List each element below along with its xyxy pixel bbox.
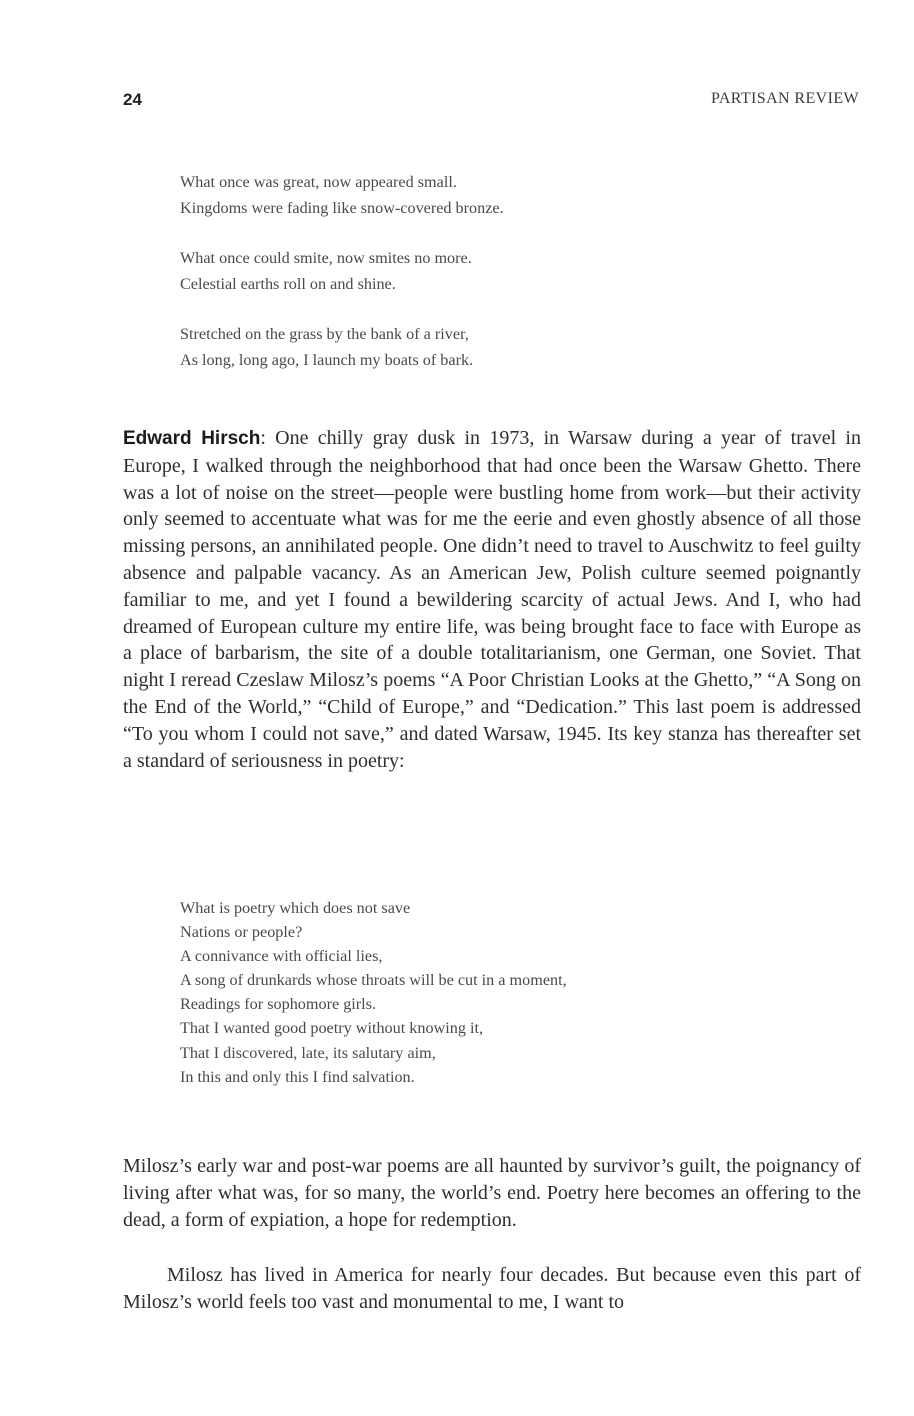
- paragraph-intro: Edward Hirsch: One chilly gray dusk in 1973, in Warsaw during a year of travel in Europe, I walked through the neighborhood that had once been the Warsaw Ghetto. There was a lot of noise on the street—people were bustling home from work—but their activity only seemed to accentuate what was for me the eerie and even ghostly absence of all those missing persons, an annihilated people. One didn’t need to travel to Auschwitz to feel guilty absence and palpable vacancy. As an American Jew, Polish culture seemed poignantly familiar to me, and yet I found a bewildering scarcity of actual Jews. And I, who had dreamed of European culture my entire life, was being brought face to face with Europe as a place of barbarism, the site of a double totalitarianism, one German, one Soviet. That night I reread Czeslaw Milosz’s poems “A Poor Christian Looks at the Ghetto,” “A Song on the End of the World,” “Child of Europe,” and “Dedication.” This last poem is addressed “To you whom I could not save,” and dated Warsaw, 1945. Its key stanza has thereafter set a standard of seriousness in poetry:: [123, 427, 861, 772]
- quote-line: A connivance with official lies,: [180, 947, 383, 966]
- paragraph-text: One chilly gray dusk in 1973, in Warsaw during a year of travel in Europe, I walked through the neighborhood that had once been the Warsaw Ghetto. There was a lot of noise on the street—people were bustling home from work—but their activity only seemed to accentuate what was for me the eerie and even ghostly absence of all those missing persons, an annihilated people. One didn’t need to travel to Auschwitz to feel guilty absence and palpable vacancy. As an American Jew, Polish culture seemed poignantly familiar to me, and yet I found a bewildering scarcity of actual Jews. And I, who had dreamed of European culture my entire life, was being brought face to face with Europe as a place of barbarism, the site of a double totalitarianism, one German, one Soviet. That night I reread Czeslaw Milosz’s poems “A Poor Christian Looks at the Ghetto,” “A Song on the End of the World,” “Child of Europe,” and “Dedication.” This last poem is addressed “To you whom I could not save,” and dated Warsaw, 1945. Its key stanza has thereafter set a standard of seriousness in poetry:: [123, 427, 861, 772]
- poem-line: Celestial earths roll on and shine.: [180, 274, 396, 293]
- speaker-name: Edward Hirsch: [123, 428, 261, 449]
- quote-line: Nations or people?: [180, 923, 303, 942]
- paragraph-america: Milosz has lived in America for nearly four decades. But because even this part of Milosz’s world feels too vast and monumental to me, I want to: [123, 1264, 861, 1313]
- running-header: PARTISAN REVIEW: [710, 90, 859, 107]
- paragraph-survivor-guilt: Milosz’s early war and post-war poems are all haunted by survivor’s guilt, the poignancy of living after what was, for so many, the world’s end. Poetry here becomes an offering to the dead, a form of expiation, a hope for redemption.: [123, 1155, 861, 1231]
- page-number: 24: [123, 90, 142, 109]
- poem-line: What once was great, now appeared small.: [180, 173, 457, 191]
- quote-line: That I wanted good poetry without knowing it,: [180, 1019, 484, 1038]
- poem-stanza: [180, 246, 472, 297]
- poem-stanza: [180, 170, 504, 221]
- poem-line: Stretched on the grass by the bank of a river,: [180, 325, 469, 343]
- quoted-stanza: [180, 896, 567, 1089]
- poem-line: As long, long ago, I launch my boats of bark.: [180, 350, 474, 369]
- poem-line: Kingdoms were fading like snow-covered bronze.: [180, 198, 504, 217]
- poem-stanza: [180, 322, 473, 373]
- quote-line: What is poetry which does not save: [180, 899, 411, 917]
- quote-line: In this and only this I find salvation.: [180, 1067, 415, 1086]
- poem-line: What once could smite, now smites no more.: [180, 249, 472, 267]
- quote-line: A song of drunkards whose throats will be cut in a moment,: [180, 971, 567, 990]
- quote-line: Readings for sophomore girls.: [180, 995, 377, 1014]
- quote-line: That I discovered, late, its salutary aim,: [180, 1043, 436, 1062]
